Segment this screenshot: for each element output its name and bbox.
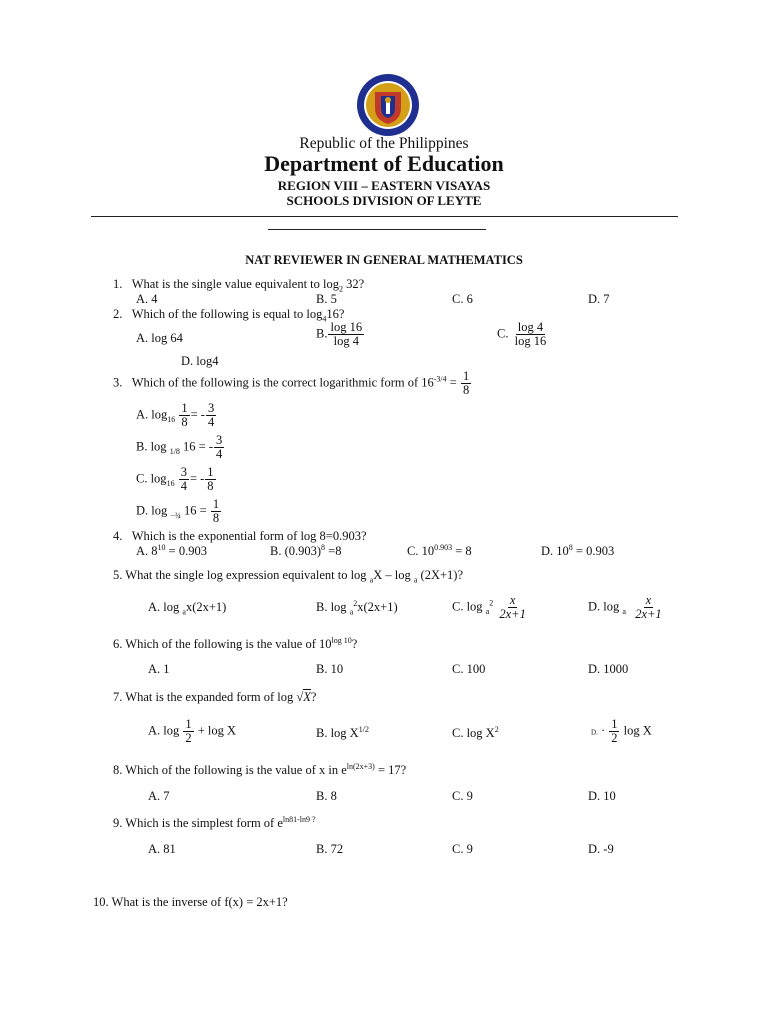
division-heading: SCHOOLS DIVISION OF LEYTE	[286, 193, 482, 208]
q8-option-b[interactable]: B. 8	[316, 789, 337, 803]
q7-option-d[interactable]: D. · $\frac{1}{2}$ log X	[591, 717, 652, 746]
q5-option-d[interactable]: D. log $_a$ $\frac{x}{2x+1}$	[588, 593, 662, 622]
q7-option-b[interactable]: B. $\log X^{1/2}$	[316, 724, 369, 740]
q8-option-c[interactable]: C. 9	[452, 789, 473, 803]
question-8: 8. Which of the following is the value of x in $e^{ln(2x+3)} = 17$?	[113, 761, 407, 777]
q6-option-c[interactable]: C. 100	[452, 662, 486, 676]
q1-option-c[interactable]: C. 6	[452, 292, 473, 306]
header-divider-line	[91, 216, 678, 217]
q2-option-d[interactable]: D. log4	[181, 354, 219, 368]
q6-option-a[interactable]: A. 1	[148, 662, 170, 676]
q4-option-c[interactable]: C. $10^{0.903} = 8$	[407, 542, 472, 558]
q6-option-b[interactable]: B. 10	[316, 662, 344, 676]
q1-option-b[interactable]: B. 5	[316, 292, 337, 306]
q4-option-d[interactable]: D. $10^8 = 0.903$	[541, 542, 615, 558]
question-1: 1. What is the single value equivalent to $\log_2 32$?	[113, 277, 365, 294]
q3-option-c[interactable]: C. $\log_{16}$ $\frac{3}{4}$ = - $\frac{1}{8}$	[136, 465, 214, 494]
header-divider-line-short	[268, 229, 486, 230]
republic-heading: Republic of the Philippines	[299, 135, 469, 152]
deped-seal-logo	[355, 72, 421, 138]
q1-option-a[interactable]: A. 4	[136, 292, 158, 306]
question-6: 6. Which of the following is the value of $10^{log 10}$?	[113, 635, 358, 651]
q4-option-b[interactable]: B. $(0.903)^8 =8$	[270, 542, 342, 558]
q2-option-b[interactable]: B. $\frac{\log 16}{\log 4}$	[316, 320, 363, 349]
q9-option-a[interactable]: A. 81	[148, 842, 176, 856]
q5-option-c[interactable]: C. log $_a^2$ $\frac{x}{2x+1}$	[452, 593, 526, 622]
department-heading: Department of Education	[264, 151, 504, 176]
q6-option-d[interactable]: D. 1000	[588, 662, 629, 676]
question-7: 7. What is the expanded form of log √X?	[113, 690, 317, 704]
question-10: 10. What is the inverse of f(x) = 2x+1?	[93, 895, 288, 909]
q4-option-a[interactable]: A. $8^{10} = 0.903$	[136, 542, 207, 558]
question-3: 3. Which of the following is the correct logarithmic form of $16^{-3/4}$ = $\frac{1}{8}$	[113, 369, 470, 398]
q9-option-b[interactable]: B. 72	[316, 842, 344, 856]
question-2: 2. Which of the following is equal to $\log_416$?	[113, 307, 345, 324]
q3-option-a[interactable]: A. $\log_{16}$ $\frac{1}{8}$ = - $\frac{3}{4}$	[136, 401, 215, 430]
q5-option-a[interactable]: A. log $_a$x(2x+1)	[148, 600, 227, 617]
region-heading: REGION VIII – EASTERN VISAYAS	[277, 178, 491, 193]
q8-option-a[interactable]: A. 7	[148, 789, 170, 803]
q7-option-a[interactable]: A. log $\frac{1}{2}$ + log X	[148, 717, 237, 746]
q3-option-d[interactable]: D. log $_{-\frac{3}{4}}$ 16 = $\frac{1}{8}$	[136, 497, 220, 526]
q2-option-a[interactable]: A. log 64	[136, 331, 183, 345]
question-4: 4. Which is the exponential form of log 8=0.903?	[113, 529, 367, 543]
question-9: 9. Which is the simplest form of $e^{ln81-ln9 ?}$	[113, 814, 316, 830]
q8-option-d[interactable]: D. 10	[588, 789, 616, 803]
q5-option-b[interactable]: B. log $_a^2$x(2x+1)	[316, 598, 398, 617]
q3-option-b[interactable]: B. log $_{1/8}$ 16 = - $\frac{3}{4}$	[136, 433, 223, 462]
reviewer-title: NAT REVIEWER IN GENERAL MATHEMATICS	[245, 253, 523, 267]
q2-option-c[interactable]: C. $\frac{\log 4}{\log 16}$	[497, 320, 547, 349]
question-5: 5. What the single log expression equivalent to log $_a$X – log $_a$ (2X+1)?	[113, 568, 463, 585]
q9-option-d[interactable]: D. -9	[588, 842, 614, 856]
q9-option-c[interactable]: C. 9	[452, 842, 473, 856]
q7-option-c[interactable]: C. $\log X^2$	[452, 724, 499, 740]
q1-option-d[interactable]: D. 7	[588, 292, 610, 306]
